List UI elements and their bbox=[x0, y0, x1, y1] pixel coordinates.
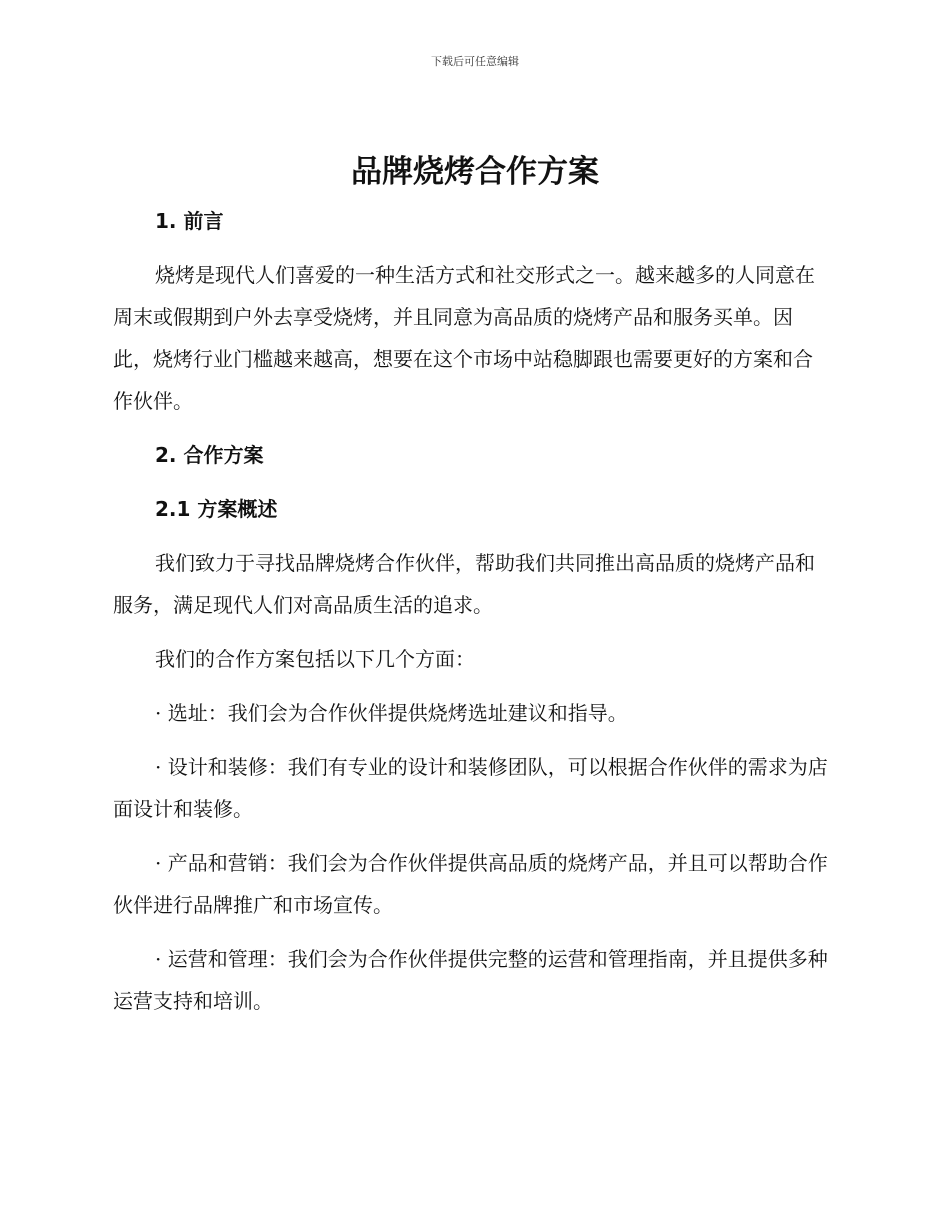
header-note: 下载后可任意编辑 bbox=[431, 55, 519, 68]
section-heading-cooperation-plan: 2. 合作方案 bbox=[155, 443, 264, 467]
list-item-design-decoration: · 设计和装修：我们有专业的设计和装修团队，可以根据合作伙伴的需求为店面设计和装修。 bbox=[113, 755, 828, 821]
overview-paragraph: 我们致力于寻找品牌烧烤合作伙伴，帮助我们共同推出高品质的烧烤产品和服务，满足现代人们对高品质生活的追求。 bbox=[113, 551, 815, 617]
overview-intro-paragraph: 我们的合作方案包括以下几个方面： bbox=[155, 647, 475, 671]
list-item-product-marketing: · 产品和营销：我们会为合作伙伴提供高品质的烧烤产品，并且可以帮助合作伙伴进行品牌推广和市场宣传。 bbox=[113, 851, 828, 917]
document-title: 品牌烧烤合作方案 bbox=[351, 154, 599, 190]
document-body bbox=[113, 200, 828, 1022]
list-item-site-selection: · 选址：我们会为合作伙伴提供烧烤选址建议和指导。 bbox=[155, 701, 628, 725]
section-heading-plan-overview: 2.1 方案概述 bbox=[155, 497, 278, 521]
section-heading-preface: 1. 前言 bbox=[155, 209, 224, 233]
preface-paragraph: 烧烤是现代人们喜爱的一种生活方式和社交形式之一。越来越多的人同意在周末或假期到户外去享受烧烤，并且同意为高品质的烧烤产品和服务买单。因此，烧烤行业门槛越来越高，想要在这个市场中站稳脚跟也需要更好的方案和合作伙伴。 bbox=[113, 263, 815, 413]
list-item-operations-management: · 运营和管理：我们会为合作伙伴提供完整的运营和管理指南，并且提供多种运营支持和培训。 bbox=[113, 947, 828, 1013]
